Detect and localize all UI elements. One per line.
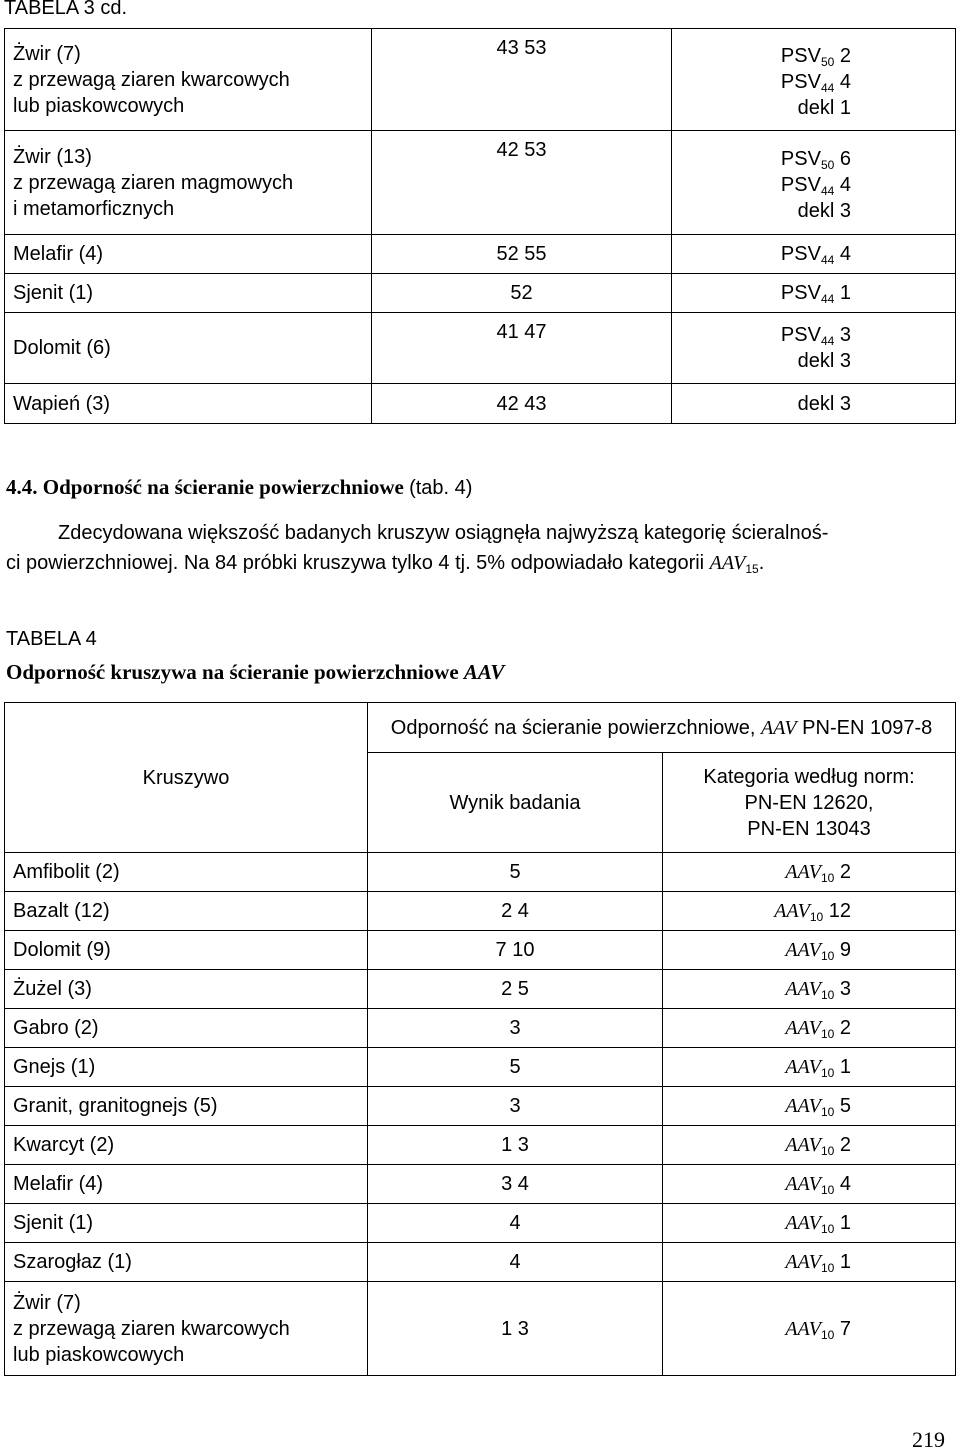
table-row: [5, 29, 956, 131]
table-row: [5, 235, 956, 274]
material-cell: Żwir (13) z przewagą ziaren magmowych i metamorficznych: [5, 131, 372, 235]
material-cell: Bazalt (12): [5, 892, 368, 931]
range-cell: 42 43: [372, 384, 672, 424]
table-row: [5, 970, 956, 1009]
section-paragraph: Zdecydowana większość badanych kruszyw osiągnęła najwyższą kategorię ścieralnoś- ci powierzchniowej. Na 84 próbki kruszywa tylko 4 tj. 5% odpowiadało kategorii $AAV_{15}$.: [6, 522, 829, 576]
material-cell: Gnejs (1): [5, 1048, 368, 1087]
range-cell: 52 55: [372, 235, 672, 274]
material-cell: Żwir (7) z przewagą ziaren kwarcowych lub piaskowcowych: [5, 1282, 368, 1376]
result-cell: 5: [368, 853, 663, 892]
result-cell: 1 3: [368, 1126, 663, 1165]
category-cell: $AAV_{10}$ 4: [663, 1165, 956, 1204]
category-cell: $AAV_{10}$ 7: [663, 1282, 956, 1376]
range-cell: 52: [372, 274, 672, 313]
category-cell: $AAV_{10}$ 2: [663, 1009, 956, 1048]
material-cell: Dolomit (6): [5, 313, 372, 384]
result-cell: 2 4: [368, 892, 663, 931]
section-heading: 4.4. Odporność na ścieranie powierzchniowe (tab. 4): [6, 475, 473, 499]
material-cell: Melafir (4): [5, 1165, 368, 1204]
table-row: [5, 384, 956, 424]
table-continued-label: TABELA 3 cd.: [4, 0, 128, 19]
result-cell: 3: [368, 1087, 663, 1126]
category-cell: $AAV_{10}$ 9: [663, 931, 956, 970]
category-cell: $AAV_{10}$ 1: [663, 1048, 956, 1087]
category-cell: $PSV_{44}$ 1: [672, 274, 956, 313]
table-row: [5, 1009, 956, 1048]
category-cell: $PSV_{44}$ 3 dekl 3: [672, 313, 956, 384]
table-row: [5, 853, 956, 892]
range-cell: 41 47: [372, 313, 672, 384]
category-cell: $AAV_{10}$ 12: [663, 892, 956, 931]
table-row: [5, 313, 956, 384]
page-number: 219: [912, 1427, 945, 1452]
category-cell: $AAV_{10}$ 1: [663, 1204, 956, 1243]
result-cell: 3 4: [368, 1165, 663, 1204]
result-cell: 7 10: [368, 931, 663, 970]
material-cell: Gabro (2): [5, 1009, 368, 1048]
material-cell: Kwarcyt (2): [5, 1126, 368, 1165]
material-cell: Melafir (4): [5, 235, 372, 274]
table-row: [5, 931, 956, 970]
range-cell: 42 53: [372, 131, 672, 235]
category-cell: $PSV_{44}$ 4: [672, 235, 956, 274]
table-row: [5, 1126, 956, 1165]
category-cell: $PSV_{50}$ 2 $PSV_{44}$ 4 dekl 1: [672, 29, 956, 131]
material-cell: Żwir (7) z przewagą ziaren kwarcowych lub piaskowcowych: [5, 29, 372, 131]
table-row: [5, 131, 956, 235]
result-cell: 2 5: [368, 970, 663, 1009]
table-row: [5, 892, 956, 931]
table-4: [4, 702, 956, 1376]
material-cell: Dolomit (9): [5, 931, 368, 970]
result-cell: 5: [368, 1048, 663, 1087]
header-wynik: Wynik badania: [368, 753, 663, 853]
table-4-title: Odporność kruszywa na ścieranie powierzchniowe AAV: [6, 660, 505, 684]
table-row: [5, 1243, 956, 1282]
category-cell: $AAV_{10}$ 5: [663, 1087, 956, 1126]
table-row: [5, 1204, 956, 1243]
material-cell: Żużel (3): [5, 970, 368, 1009]
category-cell: $AAV_{10}$ 2: [663, 853, 956, 892]
material-cell: Sjenit (1): [5, 274, 372, 313]
result-cell: 3: [368, 1009, 663, 1048]
material-cell: Amfibolit (2): [5, 853, 368, 892]
header-group: Odporność na ścieranie powierzchniowe, AAV PN-EN 1097-8: [368, 703, 956, 753]
table-row: [5, 274, 956, 313]
table-4-label: TABELA 4: [6, 628, 97, 650]
material-cell: Wapień (3): [5, 384, 372, 424]
result-cell: 4: [368, 1243, 663, 1282]
category-cell: $AAV_{10}$ 2: [663, 1126, 956, 1165]
table-row: [5, 1165, 956, 1204]
table-row: [5, 1048, 956, 1087]
table-row: [5, 1282, 956, 1376]
material-cell: Sjenit (1): [5, 1204, 368, 1243]
material-cell: Granit, granitognejs (5): [5, 1087, 368, 1126]
material-cell: Szarogłaz (1): [5, 1243, 368, 1282]
result-cell: 4: [368, 1204, 663, 1243]
result-cell: 1 3: [368, 1282, 663, 1376]
header-kruszywo: Kruszywo: [5, 703, 368, 853]
table-row: [5, 1087, 956, 1126]
category-cell: $AAV_{10}$ 3: [663, 970, 956, 1009]
table-3-continued: [4, 28, 956, 424]
table-header-row: [5, 703, 956, 753]
range-cell: 43 53: [372, 29, 672, 131]
category-cell: dekl 3: [672, 384, 956, 424]
header-kategoria: Kategoria według norm: PN-EN 12620, PN-EN 13043: [663, 753, 956, 853]
category-cell: $PSV_{50}$ 6 $PSV_{44}$ 4 dekl 3: [672, 131, 956, 235]
category-cell: $AAV_{10}$ 1: [663, 1243, 956, 1282]
